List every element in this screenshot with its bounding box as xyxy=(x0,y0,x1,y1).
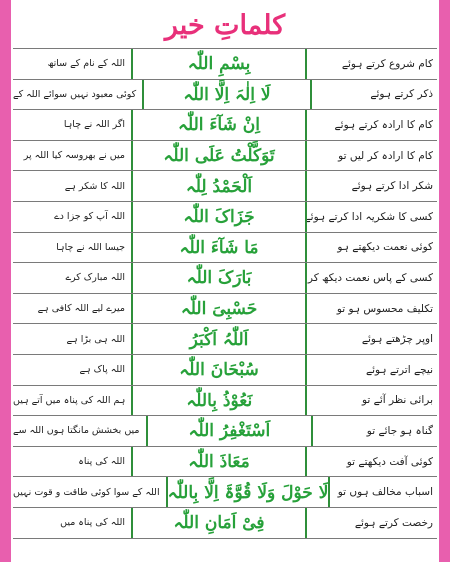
meaning-cell: میں بخشش مانگتا ہوں اللہ سے xyxy=(13,425,140,437)
page-title: کلماتِ خیر xyxy=(164,10,286,41)
table-row xyxy=(13,233,437,264)
occasion-cell: گناہ ہو جائے تو xyxy=(366,424,433,437)
meaning-cell: اللہ کی پناہ میں xyxy=(60,517,125,529)
meaning-cell: جیسا اللہ نے چاہا xyxy=(56,241,125,253)
table-row xyxy=(13,324,437,355)
occasion-cell: شکر ادا کرتے ہوئے xyxy=(351,180,433,193)
arabic-phrase-cell: حَسْبِیَ اللّٰہ xyxy=(131,294,307,324)
occasion-cell: اوپر چڑھتے ہوئے xyxy=(361,333,433,346)
occasion-cell: نیچے اترتے ہوئے xyxy=(365,363,433,376)
arabic-phrase-cell: بِسْمِ اللّٰہ xyxy=(131,49,307,79)
table-row xyxy=(13,416,437,447)
meaning-cell: اللہ مبارک کرے xyxy=(65,272,125,284)
document-sheet xyxy=(11,0,439,562)
arabic-phrase-cell: لَا اِلٰہَ اِلَّا اللّٰہ xyxy=(142,80,312,110)
arabic-phrase-cell: سُبْحَانَ اللّٰہ xyxy=(131,355,307,385)
occasion-cell: کسی کا شکریہ ادا کرتے ہوئے xyxy=(304,210,433,223)
arabic-phrase-cell: تَوَکَّلْتُ عَلَی اللّٰہ xyxy=(131,141,307,171)
phrases-table xyxy=(13,48,437,539)
meaning-cell: اگر اللہ نے چاہا xyxy=(63,119,125,131)
table-row xyxy=(13,508,437,539)
arabic-phrase-cell: بَارَکَ اللّٰہ xyxy=(131,263,307,293)
table-row xyxy=(13,355,437,386)
table-row xyxy=(13,477,437,508)
occasion-cell: ذکر کرتے ہوئے xyxy=(370,88,433,101)
arabic-phrase-cell: مَعَاذَ اللّٰہ xyxy=(131,447,307,477)
table-row xyxy=(13,447,437,478)
meaning-cell: اللہ آپ کو جزا دے xyxy=(54,211,125,223)
meaning-cell: میرے لیے اللہ کافی ہے xyxy=(37,303,125,315)
arabic-phrase-cell: جَزَاکَ اللّٰہ xyxy=(131,202,307,232)
meaning-cell: اللہ ہی بڑا ہے xyxy=(66,333,125,345)
meaning-cell: ہم اللہ کی پناہ میں آتے ہیں xyxy=(13,394,126,406)
meaning-cell: اللہ کی پناہ xyxy=(78,456,125,468)
meaning-cell: کوئی معبود نہیں سوائے اللہ کے xyxy=(13,88,137,100)
arabic-phrase-cell: مَا شَآءَ اللّٰہ xyxy=(131,233,307,263)
meaning-cell: میں نے بھروسہ کیا اللہ پر xyxy=(23,150,125,162)
table-row xyxy=(13,263,437,294)
meaning-cell: اللہ پاک ہے xyxy=(79,364,125,376)
arabic-phrase-cell: نَعُوْذُ بِاللّٰہ xyxy=(131,386,307,416)
arabic-phrase-cell: لَا حَوْلَ وَلَا قُوَّۃَ اِلَّا بِاللّٰہ xyxy=(166,477,331,507)
table-row xyxy=(13,80,437,111)
occasion-cell: رخصت کرتے ہوئے xyxy=(354,516,433,529)
arabic-phrase-cell: فِیْ اَمَانِ اللّٰہ xyxy=(131,508,307,538)
occasion-cell: کوئی آفت دیکھتے تو xyxy=(346,455,433,468)
occasion-cell: کوئی نعمت دیکھتے ہو xyxy=(337,241,433,254)
occasion-cell: تکلیف محسوس ہو تو xyxy=(336,302,433,315)
table-row xyxy=(13,141,437,172)
occasion-cell: کام کا ارادہ کرتے ہوئے xyxy=(334,118,433,131)
arabic-phrase-cell: اَسْتَغْفِرُ اللّٰہ xyxy=(146,416,314,446)
occasion-cell: کسی کے پاس نعمت دیکھ کر xyxy=(307,271,433,284)
arabic-phrase-cell: اَللّٰہُ اَکْبَرُ xyxy=(131,324,307,354)
occasion-cell: برائی نظر آئے تو xyxy=(362,394,433,407)
meaning-cell: اللہ کے نام کے ساتھ xyxy=(47,58,125,70)
arabic-phrase-cell: اِنْ شَآءَ اللّٰہ xyxy=(131,110,307,140)
table-row xyxy=(13,294,437,325)
table-row xyxy=(13,171,437,202)
table-row xyxy=(13,202,437,233)
table-row xyxy=(13,110,437,141)
occasion-cell: کام کا ارادہ کر لیں تو xyxy=(338,149,433,162)
table-row xyxy=(13,49,437,80)
occasion-cell: اسباب مخالف ہوں تو xyxy=(337,486,433,499)
table-row xyxy=(13,386,437,417)
meaning-cell: اللہ کے سوا کوئی طاقت و قوت نہیں xyxy=(13,486,160,498)
occasion-cell: کام شروع کرتے ہوئے xyxy=(341,57,433,70)
arabic-phrase-cell: اَلْحَمْدُ لِلّٰہ xyxy=(131,171,307,201)
meaning-cell: اللہ کا شکر ہے xyxy=(64,180,125,192)
